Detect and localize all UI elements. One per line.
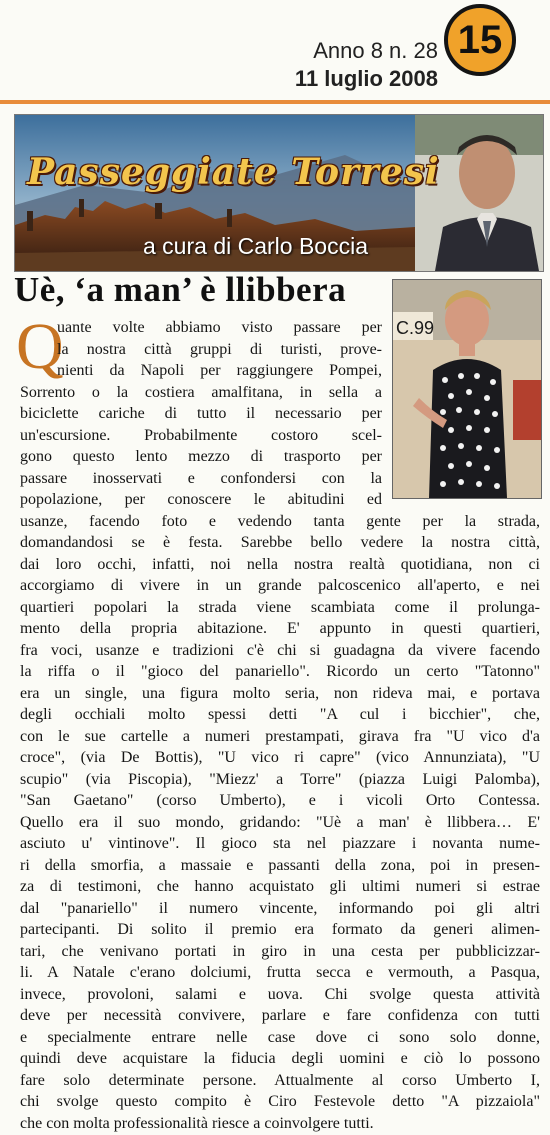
article-line: passare inosservati e confondersi con la: [20, 469, 382, 487]
article-line: scupio" (via Piscopia), "Miezz' a Torre" (piazza Luigi Palomba),: [20, 770, 540, 788]
article-line: la nostra città gruppi di turisti, prove-: [57, 340, 382, 358]
article-line: gono questo lento mezzo di trasporto per: [20, 448, 382, 465]
article-line: quartieri popolari la strada viene scambiata come il prolunga-: [20, 598, 540, 616]
article-line: partecipanti. Di solito il premio era formato da generi alimen-: [20, 921, 540, 938]
article-line: croce", (via De Bottis), "U vico ri capre" (vico Annunziata), "U: [20, 749, 540, 766]
series-title: Passeggiate Torresi: [27, 151, 440, 193]
article-line: Quello era il suo mondo, gridando: "Uè a man' è llibbera… E': [20, 813, 540, 831]
article-line: "San Gaetano" (corso Umberto), e i vicoli Orto Contessa.: [20, 792, 540, 809]
article-line: popolazione, per conoscere le abitudini ed: [20, 491, 382, 508]
article-line: tari, che venivano portati in giro in una cesta per pubblicizzar-: [20, 942, 540, 960]
byline: a cura di Carlo Boccia: [143, 233, 368, 259]
article-line: fra voci, usanze e tradizioni c'è chi si guadagna da vivere facendo: [20, 641, 540, 659]
article-line: biciclette cariche di tutto il necessario per: [20, 405, 382, 422]
article-line: chi svolge questo compito è Ciro Festevole detto "A pizzaiola": [20, 1093, 540, 1110]
article-line: degli occhiali molto spessi detti "A cul i bicchier", che,: [20, 706, 540, 723]
article-line: che con molta professionalità riesce a coinvolgere tutti.: [20, 1114, 374, 1132]
article-line: nienti da Napoli per raggiungere Pompei,: [57, 362, 382, 379]
photo-sign: C.99: [396, 318, 435, 338]
issue-number: Anno 8 n. 28: [313, 38, 438, 63]
drop-cap: Q: [16, 310, 64, 383]
article-line: uante volte abbiamo visto passare per: [57, 319, 382, 336]
article-line: domandandosi se è festa. Sarebbe bello vedere la nostra città,: [20, 534, 540, 551]
article-line: accorgiamo di vivere in un grande palcoscenico all'aperto, e nei: [20, 577, 540, 594]
article-line: e specialmente entrare nelle case dove ci sono solo donne,: [20, 1028, 540, 1046]
article-line: quindi deve acquistare la fiducia degli uomini e ciò lo possono: [20, 1050, 540, 1067]
article-line: un'escursione. Probabilmente costoro scel-: [20, 426, 382, 444]
issue-date: 11 luglio 2008: [294, 66, 438, 91]
header-rule: [0, 100, 550, 104]
article-line: asciuto u' vintinove". Il gioco sta nel piazzare i novanta nume-: [20, 835, 540, 852]
article-line: usanze, facendo foto e vedendo tanta gente per la strada,: [20, 512, 540, 530]
article-line: ri della smorfia, a massaie e passanti della zona, poi in presen-: [20, 856, 540, 874]
page-number-badge: [444, 4, 516, 76]
page-number: 15: [457, 17, 503, 62]
article-line: Sorrento o la costiera amalfitana, in sella a: [20, 383, 382, 401]
article-line: za di testimoni, che hanno acquistato gli ultimi numeri si estrae: [20, 878, 540, 895]
article-line: mento della propria abitazione. E' appunto in questi quartieri,: [20, 620, 540, 637]
article-line: dai loro occhi, infatti, noi nella nostra realtà quotidiana, non ci: [20, 555, 540, 573]
article-photo: [392, 279, 542, 499]
column-banner: [14, 114, 544, 272]
article-line: la riffa o il "gioco del panariello". Ricordo un certo "Tatonno": [20, 663, 540, 680]
article-line: deve per necessità convivere, parlare e fare confidenza con tutti: [20, 1007, 540, 1024]
article-line: invece, provoloni, salami e uova. Chi svolge questa attività: [20, 985, 540, 1003]
article-line: con le sue cartelle a numeri prestampati, girava fra "U vico d'a: [20, 727, 540, 745]
article-line: li. A Natale c'erano dolciumi, frutta secca e vermouth, a Pasqua,: [20, 964, 540, 981]
article-line: fare solo determinate persone. Attualmente al corso Umberto I,: [20, 1071, 540, 1089]
article-line: era un single, una figura molto seria, non rideva mai, e portava: [20, 684, 540, 702]
article-headline: Uè, ‘a man’ è llibbera: [14, 270, 347, 309]
article-line: dal "panariello" il numero vincente, informando poi gli altri: [20, 899, 540, 917]
